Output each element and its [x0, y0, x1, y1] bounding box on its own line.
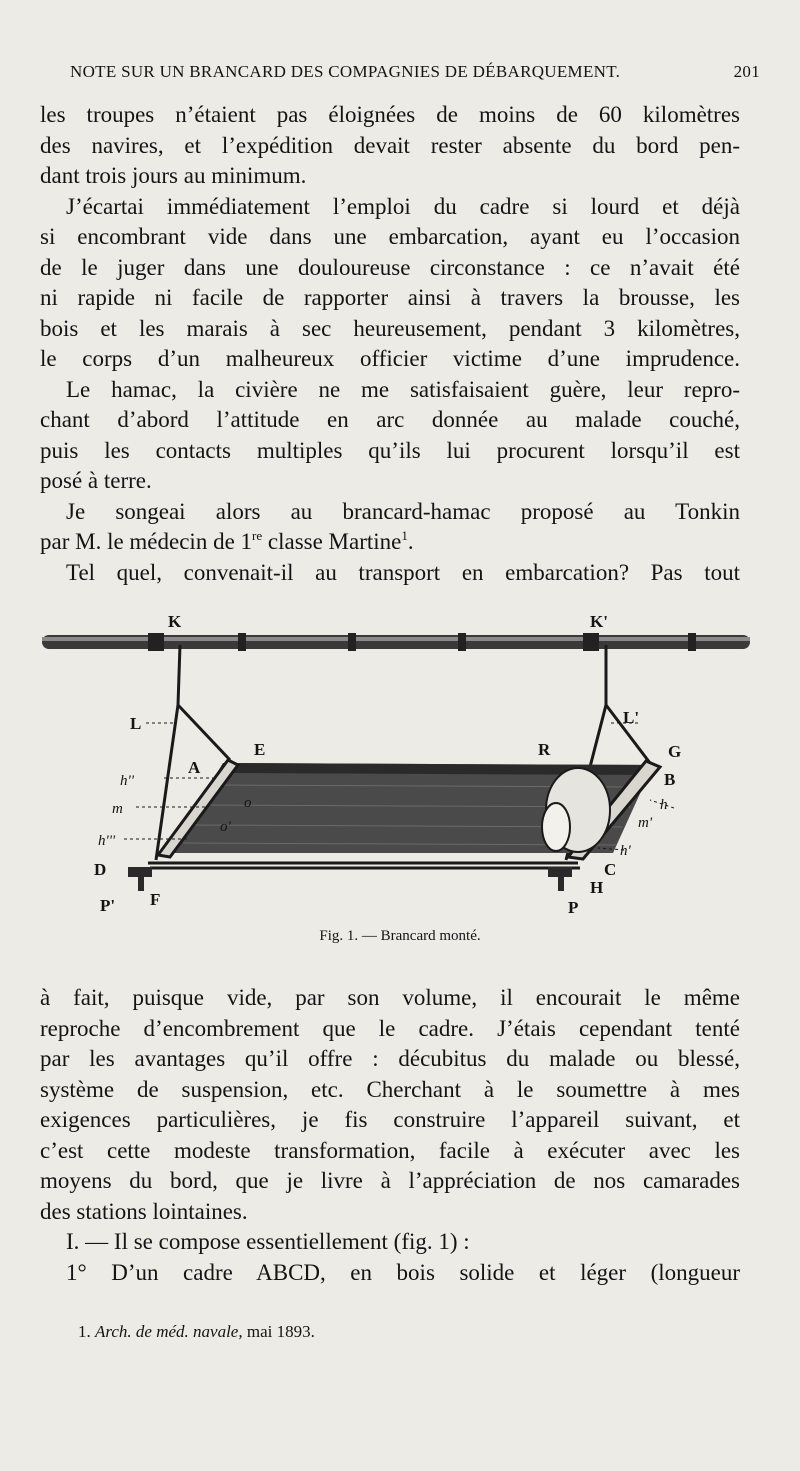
figure-caption: Fig. 1. — Brancard monté. [319, 928, 481, 944]
text-line: à fait, puisque vide, par son volume, il encourait le même [40, 985, 740, 1010]
body-text-top [40, 100, 740, 588]
text-fragment: classe Martine [262, 529, 402, 554]
text-line: Je songeai alors au brancard-hamac proposé au Tonkin [66, 498, 740, 524]
text-line: 1° D’un cadre ABCD, en bois solide et léger (longueur [66, 1259, 740, 1285]
label-m: m [112, 801, 123, 817]
text-line: c’est cette modeste transformation, facile à exécuter avec les [40, 1137, 740, 1163]
text-fragment: . [407, 529, 414, 554]
pole [42, 633, 750, 651]
label-h-double-prime: h'' [120, 773, 134, 789]
footnote [78, 1322, 315, 1342]
label-m-prime: m' [638, 815, 653, 831]
label-R: R [538, 740, 551, 759]
text-line: dant trois jours au minimum. [40, 163, 307, 188]
label-G: G [668, 742, 682, 761]
text-line: reproche d’encombrement que le cadre. J’étais cependant tenté [40, 1015, 740, 1041]
ordinal-superscript: re [252, 528, 263, 543]
text-line: si encombrant vide dans une embarcation, ayant eu l’occasion [40, 224, 740, 249]
text-line-with-footnote-ref [40, 527, 740, 558]
label-P: P [568, 898, 579, 917]
footnote-source: Arch. de méd. navale, [95, 1322, 243, 1341]
text-line: Le hamac, la civière ne me satisfaisaient guère, leur repro- [66, 376, 740, 402]
text-line: bois et les marais à sec heureusement, pendant 3 kilomètres, [40, 315, 740, 341]
text-line: les troupes n’étaient pas éloignées de moins de 60 kilomètres [40, 102, 740, 127]
label-F: F [150, 890, 161, 909]
text-line: puis les contacts multiples qu’ils lui procurent lorsqu’il est [40, 437, 740, 463]
text-line: de le juger dans une douloureuse circonstance : ce n’avait été [40, 254, 740, 280]
text-line: chant d’abord l’attitude en arc donnée au malade couché, [40, 407, 740, 432]
label-D: D [94, 860, 107, 879]
text-line: par les avantages qu’il offre : décubitus du malade ou blessé, [40, 1046, 740, 1071]
label-L: L [130, 714, 142, 733]
footnote-number: 1. [78, 1322, 91, 1341]
text-line: Tel quel, convenait-il au transport en embarcation? Pas tout [66, 559, 740, 585]
text-line: exigences particulières, je fis construire l’appareil suivant, et [40, 1107, 740, 1132]
label-A: A [188, 758, 201, 777]
running-head [40, 62, 760, 82]
footnote-date: mai 1893. [242, 1322, 315, 1341]
text-fragment: par M. le médecin de 1 [40, 529, 253, 554]
text-line: ni rapide ni facile de rapporter ainsi à travers la brousse, les [40, 285, 740, 310]
label-H: H [590, 878, 604, 897]
text-line: le corps d’un malheureux officier victime d’une imprudence. [40, 346, 740, 371]
feet [128, 867, 572, 891]
text-line: moyens du bord, que je livre à l’appréciation de nos camarades [40, 1168, 740, 1193]
label-h-prime: h' [620, 843, 631, 859]
body-text-bottom [40, 983, 740, 1288]
stretcher-figure [38, 605, 758, 925]
page-number: 201 [733, 62, 760, 81]
text-line: des stations lointaines. [40, 1198, 248, 1224]
text-line: I. — Il se compose essentiellement (fig. 1) : [66, 1229, 470, 1254]
text-line: des navires, et l’expédition devait rester absente du bord pen- [40, 132, 740, 158]
footnote-marker: 1 [401, 528, 408, 543]
label-o: o [244, 795, 252, 811]
text-line: posé à terre. [40, 468, 152, 493]
label-K: K [168, 612, 182, 631]
label-C: C [604, 860, 617, 879]
running-head-title: NOTE SUR UN BRANCARD DES COMPAGNIES DE DÉBARQUEMENT. [70, 62, 621, 81]
label-K-prime: K' [590, 612, 608, 631]
label-B: B [664, 770, 676, 789]
text-line: J’écartai immédiatement l’emploi du cadre si lourd et déjà [66, 193, 740, 219]
text-line: système de suspension, etc. Cherchant à le soumettre à mes [40, 1076, 740, 1102]
label-P-prime: P' [100, 896, 116, 915]
label-o-prime: o' [220, 819, 231, 835]
label-L-prime: L' [623, 708, 640, 727]
label-E: E [254, 740, 266, 759]
label-h: h [660, 797, 668, 813]
label-h-triple-prime: h''' [98, 833, 116, 849]
